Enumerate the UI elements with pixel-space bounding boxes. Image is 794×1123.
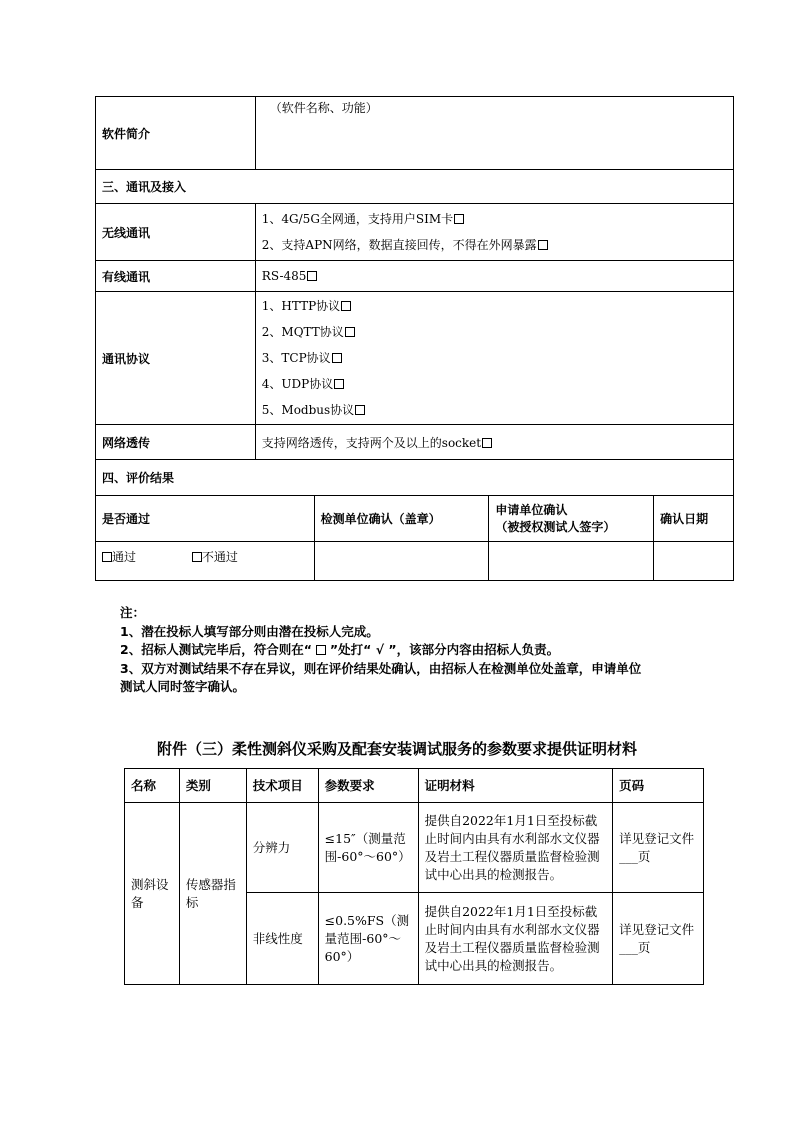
- date-label: 确认日期: [654, 496, 734, 542]
- header-proof: 证明材料: [418, 769, 613, 803]
- wireless-options: [255, 204, 733, 261]
- checkbox-pass[interactable]: [102, 552, 112, 562]
- protocol-option-1: 1、HTTP协议: [261, 299, 341, 313]
- tech-item: 非线性度: [246, 893, 318, 985]
- section3-title: 三、通讯及接入: [96, 170, 734, 204]
- note-3a: 3、双方对测试结果不存在异议，则在评价结果处确认，由招标人在检测单位处盖章，申请单位: [120, 660, 642, 676]
- checkbox-symbol-icon: [316, 645, 326, 655]
- device-name: 测斜设备: [125, 803, 180, 985]
- wireless-label: 无线通讯: [96, 204, 256, 261]
- software-intro-row: [96, 97, 734, 170]
- proof: 提供自2022年1月1日至投标截止时间内由具有水利部水文仪器及岩土工程仪器质量监督检验测试中心出具的检测报告。: [418, 893, 613, 985]
- protocol-row: [96, 292, 734, 425]
- pass-option-label: 通过: [112, 550, 137, 564]
- header-page: 页码: [613, 769, 704, 803]
- protocol-option-5: 5、Modbus协议: [261, 403, 355, 417]
- protocol-options: [255, 292, 733, 425]
- wireless-option-1: 1、4G/5G全网通，支持用户SIM卡: [261, 212, 454, 226]
- result-header-row: [96, 496, 734, 542]
- passthrough-row: [96, 425, 734, 460]
- page-ref[interactable]: 详见登记文件___页: [613, 893, 704, 985]
- header-requirement: 参数要求: [318, 769, 418, 803]
- checkbox-wireless-2[interactable]: [538, 240, 548, 250]
- device-category: 传感器指标: [179, 803, 246, 985]
- page-ref[interactable]: 详见登记文件___页: [613, 803, 704, 893]
- requirement: ≤0.5%FS（测量范围-60°～60°）: [318, 893, 418, 985]
- tech-item: 分辨力: [246, 803, 318, 893]
- applicant-label: [489, 496, 654, 542]
- software-intro-label: 软件简介: [96, 97, 256, 170]
- result-values-row: [96, 542, 734, 581]
- software-intro-value[interactable]: （软件名称、功能）: [255, 97, 733, 170]
- section4-row: [96, 460, 734, 496]
- header-name: 名称: [125, 769, 180, 803]
- applicant-sign-cell[interactable]: [489, 542, 654, 581]
- note-2: 2、招标人测试完毕后，符合则在“ ”处打“ √ ”，该部分内容由招标人负责。: [120, 642, 560, 657]
- checkbox-fail[interactable]: [192, 552, 202, 562]
- protocol-option-2: 2、MQTT协议: [261, 325, 344, 339]
- wired-options: [255, 261, 733, 292]
- fail-option-label: 不通过: [201, 550, 238, 564]
- wired-row: [96, 261, 734, 292]
- pass-options: [96, 542, 315, 581]
- applicant-label-line2: （被授权测试人签字）: [495, 519, 616, 534]
- protocol-option-4: 4、UDP协议: [261, 377, 334, 391]
- confirm-date-cell[interactable]: [654, 542, 734, 581]
- checkbox-wireless-1[interactable]: [454, 214, 464, 224]
- header-tech-item: 技术项目: [246, 769, 318, 803]
- checkbox-protocol-3[interactable]: [332, 353, 342, 363]
- checkbox-protocol-5[interactable]: [355, 405, 365, 415]
- checkbox-wired-1[interactable]: [307, 271, 317, 281]
- checkbox-protocol-2[interactable]: [345, 327, 355, 337]
- wireless-row: [96, 204, 734, 261]
- requirement: ≤15″（测量范围-60°～60°）: [318, 803, 418, 893]
- checkbox-protocol-4[interactable]: [334, 379, 344, 389]
- section3-row: [96, 170, 734, 204]
- test-unit-stamp-cell[interactable]: [314, 542, 489, 581]
- test-unit-label: 检测单位确认（盖章）: [314, 496, 489, 542]
- wired-label: 有线通讯: [96, 261, 256, 292]
- wired-option-1: RS-485: [261, 269, 307, 283]
- header-category: 类别: [179, 769, 246, 803]
- proof: 提供自2022年1月1日至投标截止时间内由具有水利部水文仪器及岩土工程仪器质量监督检验测试中心出具的检测报告。: [418, 803, 613, 893]
- notes-title: 注：: [120, 605, 146, 620]
- applicant-label-line1: 申请单位确认: [495, 502, 568, 517]
- notes-block: [120, 604, 720, 697]
- annex-header-row: [125, 769, 704, 803]
- annex-title: 附件（三）柔性测斜仪采购及配套安装调试服务的参数要求提供证明材料: [156, 740, 637, 758]
- checkbox-protocol-1[interactable]: [341, 301, 351, 311]
- wireless-option-2: 2、支持APN网络，数据直接回传，不得在外网暴露: [261, 238, 537, 252]
- pass-label: 是否通过: [96, 496, 315, 542]
- checkbox-passthrough[interactable]: [482, 438, 492, 448]
- passthrough-label: 网络透传: [96, 425, 256, 460]
- section4-title: 四、评价结果: [96, 460, 734, 496]
- note-3b: 测试人同时签字确认。: [120, 679, 246, 694]
- note-1: 1、潜在投标人填写部分则由潜在投标人完成。: [120, 623, 379, 639]
- protocol-label: 通讯协议: [96, 292, 256, 425]
- passthrough-options: [255, 425, 733, 460]
- protocol-option-3: 3、TCP协议: [261, 351, 331, 365]
- passthrough-value: 支持网络透传，支持两个及以上的socket: [261, 435, 482, 450]
- annex-table: [124, 768, 704, 985]
- annex-row-resolution: [125, 803, 704, 893]
- evaluation-form-table: [95, 96, 734, 581]
